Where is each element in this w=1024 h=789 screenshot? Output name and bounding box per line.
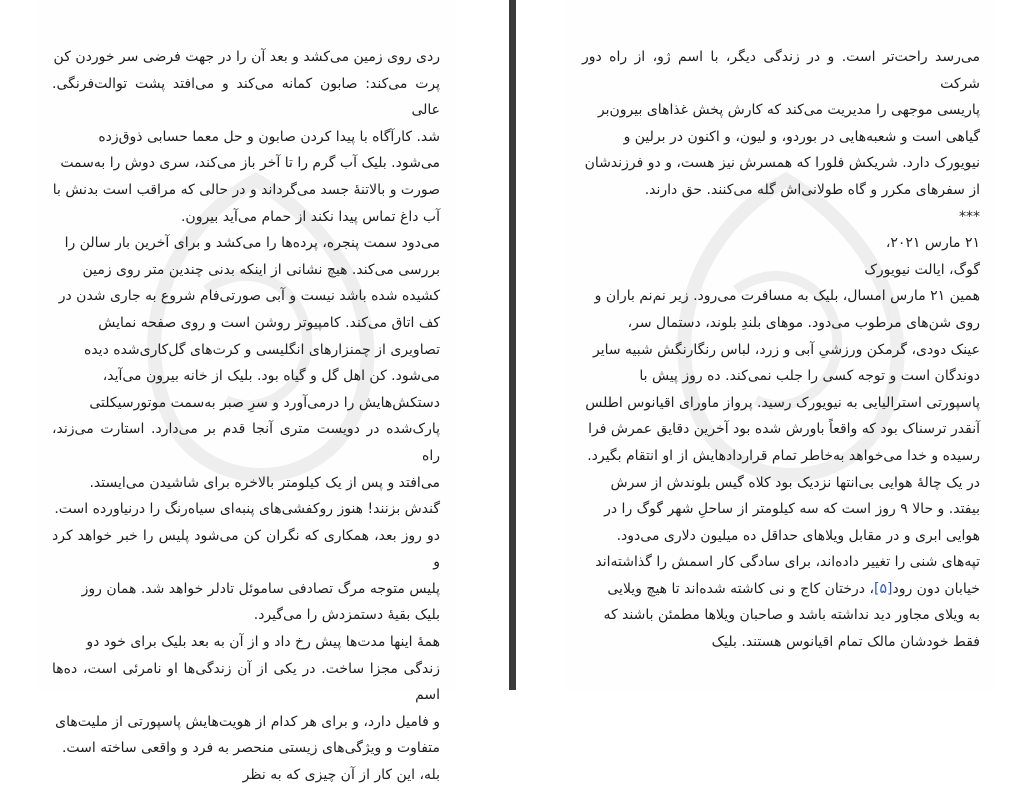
footnote-link[interactable]: [۵]: [874, 580, 893, 597]
text-line: پرت می‌کند: صابون کمانه می‌کند و می‌افتد پشت توالت‌فرنگی. عالی: [52, 75, 440, 119]
text-line: هوایی ابری و در مقابل ویلاهای حداقل ده میلیون دلاری می‌دود.: [616, 527, 980, 544]
text-line: می‌رسد راحت‌تر است. و در زندگی دیگر، با اسم ژو، از راه دور شرکت: [582, 49, 980, 92]
text-line: متفاوت و ویژگی‌های زیستی منحصر به فرد و واقعی ساخته است.: [61, 740, 440, 757]
text-line: دو روز بعد، همکاری که نگران کن می‌شود پلیس را خبر خواهد کرد و: [52, 527, 440, 571]
text-line: صورت و بالاتنهٔ جسد می‌گرداند و در حالی که مراقب است بدنش با: [52, 181, 440, 198]
text-line: بله، این کار از آن چیزی که به نظر: [242, 767, 440, 784]
text-line: به ویلای مجاور دید نداشته باشد و صاحبان ویلاها مطمئن باشند که: [603, 607, 980, 624]
text-line: آب داغ تماس پیدا نکند از حمام می‌آید بیرون.: [180, 208, 440, 225]
text-line: زندگی مجزا ساخت. در یکی از آن زندگی‌ها او نامرئی است، ده‌ها اسم: [52, 660, 440, 704]
text-line: می‌شود. بلیک آب گرم را تا آخر باز می‌کند، سری دوش را به‌سمت: [60, 155, 440, 172]
text-line: دوندگان است و توجه کسی را جلب نمی‌کند. ده روز پیش با: [639, 368, 980, 385]
text-line: ***: [959, 208, 980, 225]
text-line: کشیده شده باشد نیست و آبی صورتی‌فام شروع به جاری شدن در: [58, 288, 440, 305]
text-line: دستکش‌هایش را درمی‌آورد و سرِ صبر به‌سمت موتورسیکلتی: [89, 394, 440, 411]
text-line: آنقدر ترسناک بود که واقعاً باورش شده بود آخرین دقایق عمرش فرا: [588, 421, 980, 438]
text-line: و فامیل دارد، و برای هر کدام از هویت‌هایش پاسپورتی از ملیت‌های: [55, 713, 440, 730]
text-line: کف اتاق می‌کند. کامپیوتر روشن است و روی صفحه نمایش: [98, 314, 440, 331]
text-line: گوگ، ایالت نیویورک: [864, 261, 980, 278]
text-line: نیویورک دارد. شریکش فلورا که همسرش نیز هست، و دو فرزندشان: [584, 155, 980, 172]
text-line: رسیده و خدا می‌خواهد به‌خاطر تمام قراردادهایش از او انتقام بگیرد.: [587, 447, 980, 464]
text-line: ۲۱ مارس ۲۰۲۱،: [885, 235, 980, 252]
text-line: گندش بزنند! هنوز روکفشی‌های پنبه‌ای سیاه‌رنگ را درنیاورده است.: [54, 501, 440, 518]
left-page-text: [52, 44, 440, 789]
text-line: بیفتد. و حالا ۹ روز است که سه کیلومتر از ساحلِ شهر گوگ را در: [604, 501, 980, 518]
page-gutter: [509, 0, 516, 690]
text-line: پارک‌شده در دویست متری آنجا قدم بر می‌دارد. استارت می‌زند، راه: [52, 421, 440, 464]
right-page-text: [582, 44, 980, 656]
right-page: [566, 0, 996, 690]
text-line: روی شن‌های مرطوب می‌دود. موهای بلندِ بلوند، دستمال سر،: [627, 314, 980, 331]
text-line: فقط خودشان مالک تمام اقیانوس هستند. بلیک: [711, 634, 980, 651]
text-line: می‌افتد و پس از یک کیلومتر بالاخره برای شاشیدن می‌ایستد.: [89, 474, 440, 491]
text-line: گیاهی است و شعبه‌هایی در بوردو، و لیون، و اکنون در برلین و: [623, 128, 980, 145]
text-line: پاریسی موجهی را مدیریت می‌کند که کارش پخش غذاهای بیرون‌بر: [597, 102, 980, 119]
text-line: بررسی می‌کند. هیچ نشانی از اینکه بدنی چندین متر روی زمین: [82, 261, 440, 278]
text-line: ردی روی زمین می‌کشد و بعد آن را در جهت فرضی سر خوردن کن: [53, 49, 440, 65]
text-line: تپه‌های شنی را تغییر داده‌اند، برای سادگی کار اسمش را گذاشته‌اند: [595, 554, 980, 571]
text-line: پاسپورتی استرالیایی به نیویورک رسید. پرواز ماورای اقیانوس اطلس: [585, 394, 980, 411]
text-line: از سفرهای مکرر و گاه طولانی‌اش گله می‌کنند. حق دارند.: [644, 181, 980, 198]
text-line: خیابان دون رود[۵]، درختان کاج و نی کاشته شده‌اند تا هیچ ویلایی: [607, 580, 980, 597]
text-line: تصاویری از چمنزارهای انگلیسی و کرت‌های گل‌کاری‌شده دیده: [83, 341, 440, 358]
left-page: [36, 0, 456, 784]
text-line: عینک دودی، گرمکن ورزشیِ آبی و زرد، لباس رنگارنگش شبیه سایر: [592, 341, 980, 358]
text-line: می‌دود سمت پنجره، پرده‌ها را می‌کشد و برای آخرین بار سالن را: [64, 235, 440, 252]
text-line: همین ۲۱ مارس امسال، بلیک به مسافرت می‌رود. زیر نم‌نم باران و: [594, 288, 980, 305]
text-line: می‌شود. کن اهل گل و گیاه بود. بلیک از خانه بیرون می‌آید،: [102, 368, 440, 385]
text-line: در یک چالهٔ هوایی بی‌انتها نزدیک بود کلاه گیس بلوندش از سرش: [610, 474, 980, 491]
text-line: همهٔ اینها مدت‌ها پیش رخ داد و از آن به بعد بلیک برای خود دو: [86, 634, 440, 651]
text-line: شد. کارآگاه با پیدا کردن صابون و حل معما حسابی ذوق‌زده: [98, 128, 440, 145]
text-line: پلیس متوجه مرگ تصادفی ساموئل تادلر خواهد شد. همان روز: [81, 580, 440, 597]
text-line: بلیک بقیهٔ دستمزدش را می‌گیرد.: [253, 607, 440, 624]
